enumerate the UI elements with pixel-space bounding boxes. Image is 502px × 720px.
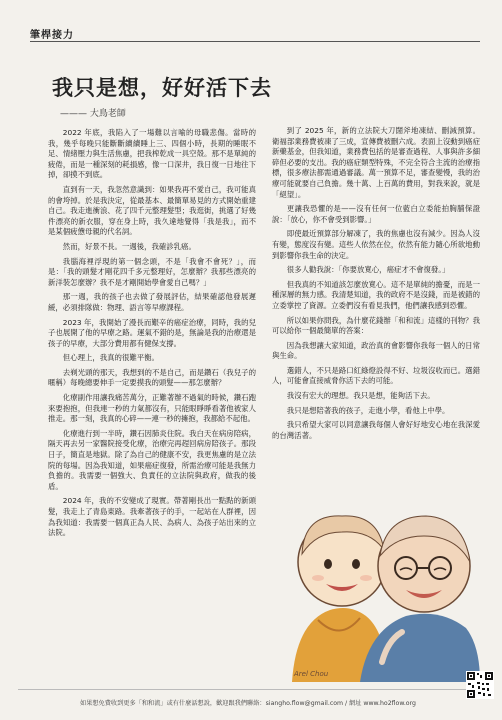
right-column (272, 126, 480, 445)
article-author: ——— 大鳥老師 (60, 109, 126, 119)
paragraph: 因為我想讓大家知道，政治真的會影響你我每一個人的日常與生命。 (272, 340, 480, 361)
paragraph: 化療副作用讓我痛苦萬分，正難著辦不過氣的時候，鑽石跑來要抱抱，但我連一秒的力氣都沒有，只能眼睜睜看著他被家人推走。那一刻，我真的心碎——連一秒的擁抱，我都給不起他。 (48, 393, 256, 424)
left-column (48, 128, 256, 543)
header-divider (30, 41, 480, 42)
paragraph: 2024 年，我的不安變成了現實。帶著剛長出一點點的新頭髮，我走上了青島東路。我牽著孩子的手，一起站在人群裡，因為我知道：我需要一個真正為人民、為病人、為孩子站出來的立法院。 (48, 496, 256, 538)
paragraph: 我只希望大家可以同意讓我每個人會好好地安心地在我深愛的台灣活著。 (272, 420, 480, 440)
paragraph: 直到有一天，我忽然意識到：如果我再不愛自己，我可能真的會垮掉。於是我決定，從最基本、最簡單易見的方式開始重建自己。我走進衝浪、花了四千元整理髮型；我逛街，挑選了好幾件漂亮的新衣服，穿在身上時，我久違地覺得「我是我」，而不是某個疲憊母親的代名詞。 (48, 184, 256, 237)
paragraph: 我沒有宏大的理想。我只是想，能夠活下去。 (286, 391, 435, 401)
paragraph: 去剃光頭的那天，我想到的不是自己，而是鑽石（我兒子的暱稱）每晚總要伸手一定要摸我的頭髮——那怎麼辦？ (48, 367, 256, 388)
qr-code-icon[interactable] (466, 671, 494, 699)
paragraph: 我只是想陪著我的孩子，走進小學，看他上中學。 (286, 405, 450, 415)
mother-child-illustration (290, 492, 480, 682)
paragraph: 但我真的不知道該怎麼放寬心。這不是單純的擔憂，而是一種深層的無力感。我清楚知道，我的政府不是沒錢，而是被錯的立委掌控了資源。立委們沒有看見我們，他們讓我感到恐懼。 (272, 279, 480, 310)
article-title: 我只是想，好好活下去 (52, 75, 272, 100)
section-header (30, 26, 480, 44)
paragraph: 所以如果你問我，為什麼花錢辦「和和流」這樣的刊物？我可以給你一個最簡單的答案： (272, 315, 480, 336)
paragraph: 到了 2025 年，新的立法院大刀闊斧地凍結、刪減預算。衛福部業務費被凍了三成，宣傳費被刪六成。表面上沒動到癌症新藥基金，但我知道，業務費包括的是審查過程、人事與許多細碎但必要的支出。我的癌症類型特殊，不完全符合主流的治療指標，很多療法都需通過審議。萬一預算不足，審查變慢，我的治療可能就要自己負擔。幾十萬、上百萬的費用，對我來說，就是「絕望」。 (272, 126, 480, 199)
paragraph: 更讓我恐懼的是——沒有任何一位藍白立委能拍胸脯保證說：「放心，你不會受到影響。」 (272, 204, 480, 224)
paragraph: 即使最近預算部分解凍了，我的焦慮也沒有減少。因為人沒有變，態度沒有變。這些人依然在位，依然有能力隨心所欲地動到影響你我生命的決定。 (272, 229, 480, 260)
paragraph: 那一週，我的孩子也去做了發展評估，結果確認他發展遲緩，必須排隊做：物理、語言等早療課程。 (48, 292, 256, 312)
paragraph: 化療進行到一半時，鑽石因肺炎住院。我白天在病房陪病，隔天再去另一家醫院接受化療，治療完再趕回病房陪孩子。那段日子，簡直是地獄。除了為自己的健康不安，我更焦慮的是立法院的每場。因為我知道，如果癌症復發，所需治療可能是我無力負擔的。我需要一個強大、負責任的立法院與政府，做我的後盾。 (48, 428, 256, 491)
artist-signature: Arel Chou (294, 670, 329, 678)
paragraph: 我腦海裡浮現的第一個念頭，不是「我會不會死？」，而是：「我的頭髮才剛花四千多元整理好，怎麼辦？我那些漂亮的新洋裝怎麼辦？我不是才剛開始學會愛自己嗎？」 (48, 256, 256, 287)
paragraph: 然而，好景不長。一週後，我確診乳癌。 (62, 241, 196, 251)
paragraph: 2023 年，我開始了漫長而艱辛的癌症治療，同時，我的兒子也展開了他的早療之路。運氣不錯的是，無論是我的治療還是孩子的早療，大部分費用都有健保支撐。 (48, 317, 256, 348)
page-footer (18, 689, 484, 715)
contact-info[interactable]: 如果想免費收到更多「和和流」或有什麼話想說，歡迎跟我們聯絡：siangho.flow@gmail.com / 網址 www.ho2flow.org (80, 700, 416, 707)
paragraph: 但心理上，我真的很難平衡。 (62, 353, 159, 363)
paragraph: 選錯人，不只是路口紅綠燈設得不好、垃圾沒收而已。選錯人，可能會直接威脅你活下去的可能。 (272, 365, 480, 386)
section-label: 筆桿接力 (30, 30, 74, 41)
paragraph: 很多人勸我說：「你要放寬心，癌症才不會復發。」 (286, 265, 450, 275)
footer-divider (18, 689, 484, 690)
paragraph: 2022 年底，我陷入了一場難以言喻的母職悲傷。當時的我，幾乎每晚只能斷斷續續睡上三、四個小時，長期的睡眠不足、情緒壓力與生活焦慮，把我榨乾成一具空殼。那不是單純的疲倦，而是一種深刻的耗損感，像一口深井，我日復一日地往下掉，卻摸不到底。 (48, 128, 256, 180)
